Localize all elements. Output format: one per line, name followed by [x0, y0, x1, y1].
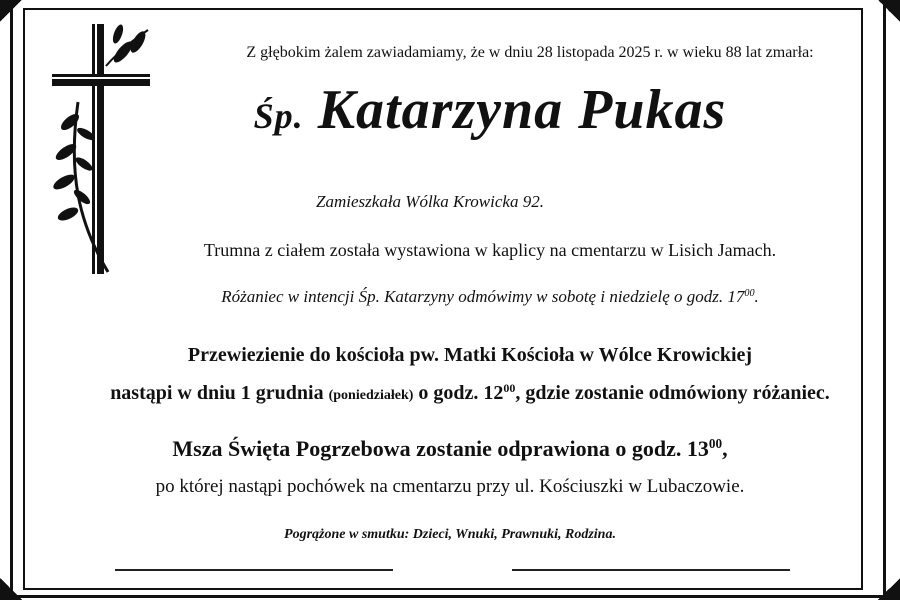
- burial-text: po której nastąpi pochówek na cmentarzu przy ul. Kościuszki w Lubaczowie.: [155, 476, 745, 497]
- divider-left: [115, 569, 393, 571]
- intro-text: Z głębokim żalem zawiadamiamy, że w dniu 28 listopada 2025 r. w wieku 88 lat zmarła:: [246, 44, 814, 61]
- name-prefix: Śp.: [253, 96, 304, 136]
- transfer-line-2: [60, 382, 880, 405]
- mourners-text: Pogrążone w smutku: Dzieci, Wnuki, Prawnuki, Rodzina.: [284, 527, 616, 542]
- rosary-time-sup: 00: [744, 287, 755, 299]
- mass-main: Msza Święta Pogrzebowa zostanie odprawiona o godz. 13: [172, 436, 709, 461]
- mass-time-sup: 00: [708, 436, 723, 452]
- corner-ornament: [0, 578, 22, 600]
- residence-text: Zamieszkała Wólka Krowicka 92.: [316, 192, 544, 211]
- rosary-end: .: [754, 287, 759, 306]
- transfer-time-sup: 00: [503, 380, 516, 395]
- divider-right: [512, 569, 790, 571]
- coffin-text: Trumna z ciałem została wystawiona w kaplicy na cmentarzu w Lisich Jamach.: [203, 240, 777, 260]
- mass-text: [30, 436, 870, 462]
- deceased-name: [170, 78, 810, 142]
- corner-ornament: [878, 0, 900, 22]
- transfer-line-1: Przewiezienie do kościoła pw. Matki Kościoła w Wólce Krowickiej: [187, 344, 753, 366]
- name-text: Katarzyna Pukas: [317, 79, 727, 141]
- transfer-time: o godz. 12: [413, 382, 504, 404]
- cross-with-branch-icon: [48, 22, 158, 282]
- rosary-text: [150, 287, 830, 307]
- transfer-date: nastąpi w dniu 1 grudnia: [110, 382, 329, 404]
- mass-end: ,: [722, 436, 728, 461]
- transfer-end: , gdzie zostanie odmówiony różaniec.: [515, 382, 830, 404]
- corner-ornament: [0, 0, 22, 22]
- transfer-weekday: (poniedziałek): [328, 388, 414, 403]
- corner-ornament: [878, 578, 900, 600]
- rosary-main: Różaniec w intencji Śp. Katarzyny odmówimy w sobotę i niedzielę o godz. 17: [221, 287, 745, 306]
